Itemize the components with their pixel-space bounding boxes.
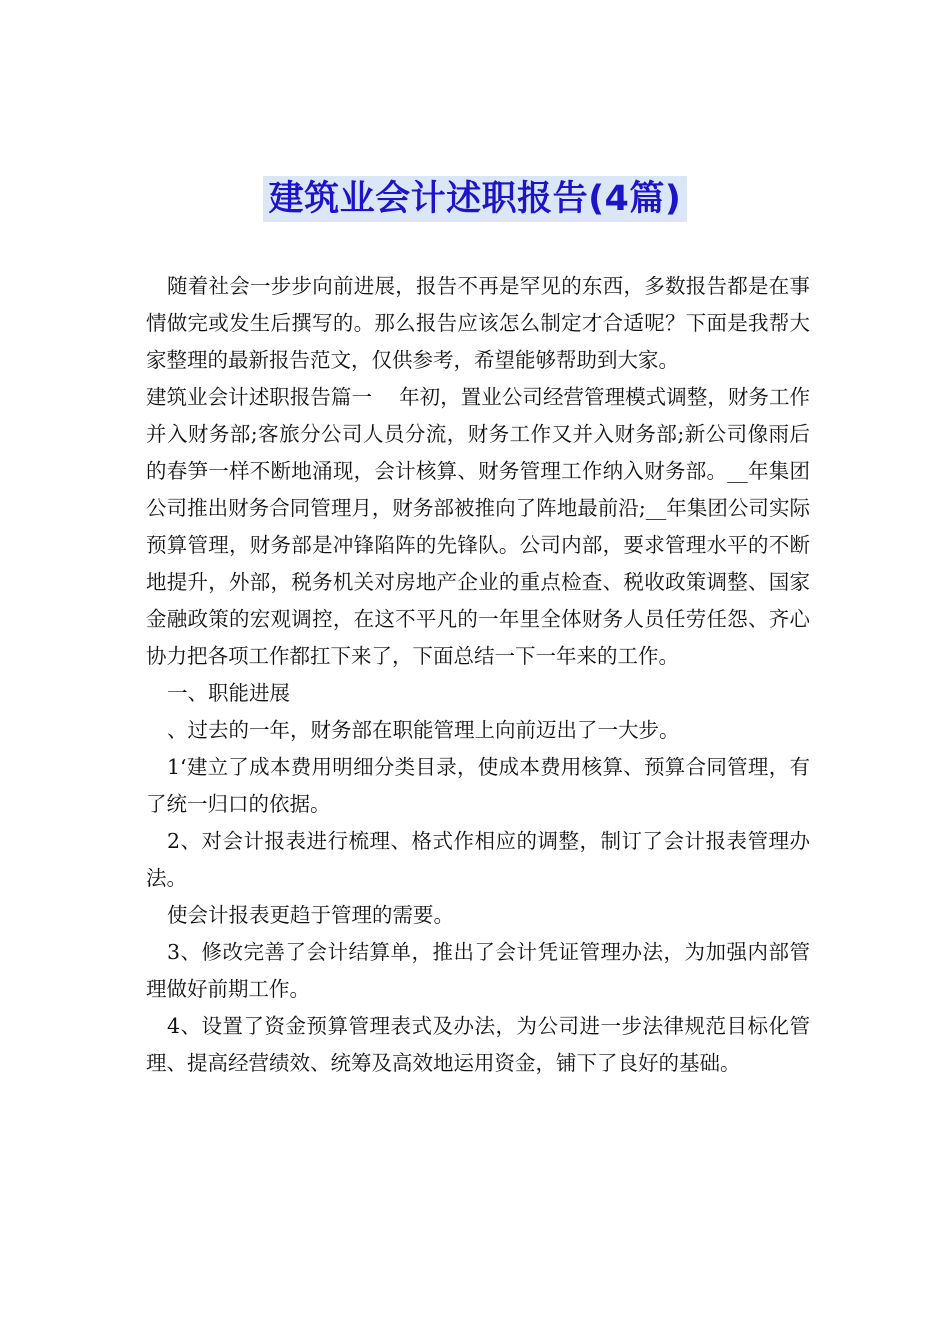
title-area [0, 176, 950, 222]
paragraph-summary: 、过去的一年，财务部在职能管理上向前迈出了一大步。 [167, 718, 680, 742]
list-item-1: 1‘建立了成本费用明细分类目录，使成本费用核算、预算合同管理，有了统一归口的依据。 [146, 755, 810, 816]
section-heading: 一、职能进展 [167, 681, 290, 705]
document-title: 建筑业会计述职报告(4篇) [263, 176, 688, 222]
list-item-2: 2、对会计报表进行梳理、格式作相应的调整，制订了会计报表管理办法。 [146, 829, 810, 890]
paragraph-report-one: 建筑业会计述职报告篇一 年初，置业公司经营管理模式调整，财务工作并入财务部;客旅分公司人员分流，财务工作又并入财务部;新公司像雨后的春笋一样不断地涌现，会计核算、财务管理工作纳入财务部。__年集团公司推出财务合同管理月，财务部被推向了阵地最前沿;__年集团公司实际预算管理，财务部是冲锋陷阵的先锋队。公司内部，要求管理水平的不断地提升，外部，税务机关对房地产企业的重点检查、税收政策调整、国家金融政策的宏观调控，在这不平凡的一年里全体财务人员任劳任怨、齐心协力把各项工作都扛下来了，下面总结一下一年来的工作。 [146, 385, 810, 668]
document-body [146, 268, 810, 1082]
list-item-3: 3、修改完善了会计结算单，推出了会计凭证管理办法，为加强内部管理做好前期工作。 [146, 940, 810, 1001]
paragraph-intro: 随着社会一步步向前进展，报告不再是罕见的东西，多数报告都是在事情做完或发生后撰写的。那么报告应该怎么制定才合适呢？下面是我帮大家整理的最新报告范文，仅供参考，希望能够帮助到大家。 [146, 274, 810, 372]
list-item-2-continued: 使会计报表更趋于管理的需要。 [167, 903, 454, 927]
list-item-4: 4、设置了资金预算管理表式及办法，为公司进一步法律规范目标化管理、提高经营绩效、统筹及高效地运用资金，铺下了良好的基础。 [146, 1014, 810, 1075]
